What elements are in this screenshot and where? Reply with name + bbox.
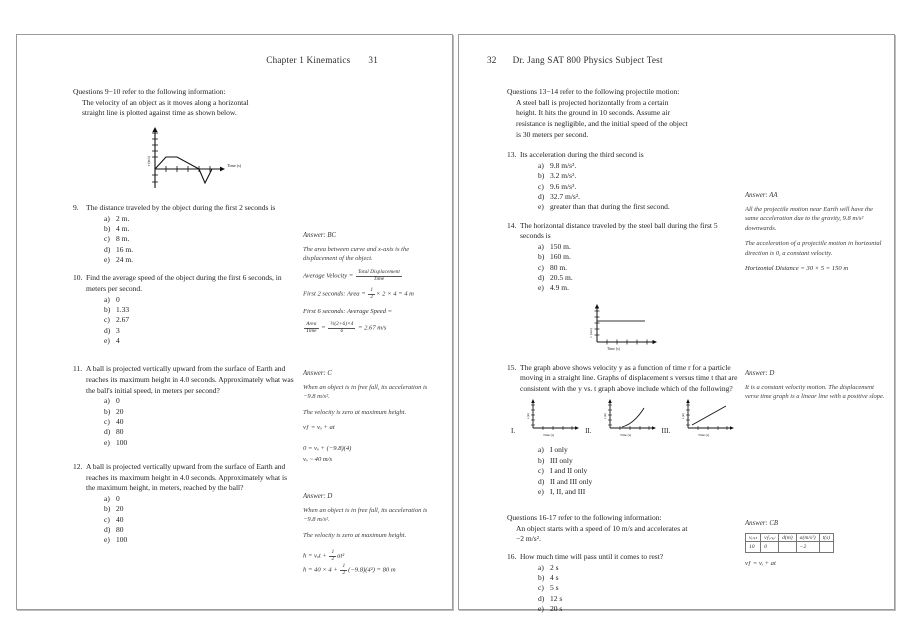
answer-block-16 — [745, 520, 885, 569]
stem-questions-9-10 — [73, 87, 295, 119]
answer-9-first2-seconds: First 2 seconds: Area = $\frac{1}{2}$ × 2 × 4 = 4 m — [303, 287, 414, 300]
choice[interactable] — [104, 255, 295, 265]
page-right — [458, 34, 895, 614]
table-cell-acceleration: −2 — [796, 542, 819, 552]
choice-value: 4 s — [550, 573, 559, 583]
answer-block-15 — [745, 370, 885, 402]
question-9-number: 9. — [73, 202, 79, 212]
question-11-choices — [73, 396, 295, 448]
question-16 — [507, 552, 739, 614]
option-label-III: III. — [661, 427, 671, 436]
answer-11-eq-1: vƒ = vₒ + at — [303, 424, 335, 432]
choice[interactable] — [104, 326, 295, 336]
question-12-text: A ball is projected vertically upward from the surface of Earth and reaches its maximum height in 4.0 seconds. Approximately what is the maximum height, in meters, reached by the ball? — [86, 461, 288, 493]
answer-15-heading: Answer: D — [745, 370, 775, 377]
running-head-folio: 31 — [368, 55, 378, 65]
choice-value: I and II only — [550, 466, 588, 476]
first2-tail: × 2 × 4 = 4 m — [376, 290, 414, 298]
choice-label: d) — [538, 476, 545, 486]
answer-12-note-2: The velocity is zero at maximum height. — [303, 531, 407, 539]
choice-label: e) — [538, 486, 544, 496]
choice-value: 80 m. — [550, 262, 568, 272]
stem-line-2: The velocity of an object as it moves along a horizontal — [82, 97, 249, 107]
choice-value: 24 m. — [116, 254, 134, 264]
question-10-text: Find the average speed of the object during the first 6 seconds, in meters per second. — [86, 273, 282, 293]
choice-value: 8 m. — [116, 234, 130, 244]
question-13-number: 13. — [507, 150, 517, 160]
choice[interactable] — [104, 224, 295, 234]
first6-lhs-den: Time — [306, 328, 317, 335]
table-cell-v-initial: 10 — [746, 542, 761, 552]
stem-lead: Questions 13−14 refer to the following projectile motion: — [507, 87, 680, 96]
question-12-choices — [73, 494, 295, 546]
answer-block-13-14 — [745, 192, 885, 274]
choice-value: 80 — [116, 524, 124, 534]
choice[interactable] — [538, 477, 739, 487]
right-question-column — [507, 87, 739, 622]
answer-11-eq-2: 0 = vₒ + (−9.8)(4) — [303, 444, 352, 452]
choice[interactable] — [538, 283, 739, 293]
first6-mid-num: ½(2+6)×4 — [330, 321, 354, 328]
choice[interactable] — [538, 594, 739, 604]
choice[interactable] — [538, 583, 739, 593]
table-header-time: t(s) — [819, 533, 833, 541]
first6-mid-den: 6 — [340, 328, 344, 335]
choice-label: e) — [104, 254, 110, 264]
choice[interactable] — [538, 445, 739, 455]
choice-value: 16 m. — [116, 244, 134, 254]
choice-value: 40 — [116, 416, 124, 426]
question-10-number: 10. — [73, 273, 83, 283]
choice-value: 20.5 m. — [550, 272, 573, 282]
figure-constant-velocity-graph — [507, 302, 739, 357]
svg-text:v (m/s): v (m/s) — [147, 155, 151, 167]
left-question-column — [73, 87, 295, 554]
stem-line-3: straight line is plotted against time as shown below. — [82, 108, 237, 118]
choice-value: 0 — [116, 493, 120, 503]
svg-text:Time (s): Time (s) — [607, 346, 620, 351]
choice-value: 20 s — [550, 604, 563, 614]
st-graph-I-svg — [517, 398, 583, 442]
choice[interactable] — [104, 438, 295, 448]
st-graph-III-svg — [672, 398, 738, 442]
choice-label: c) — [104, 514, 110, 524]
first6-result: = 2.67 m/s — [358, 324, 387, 332]
choice-label: c) — [104, 315, 110, 325]
choice-label: c) — [538, 466, 544, 476]
choice[interactable] — [104, 525, 295, 535]
question-13 — [507, 150, 739, 212]
choice-value: 20 — [116, 504, 124, 514]
stem-line-2: A steel ball is projected horizontally from a certain — [516, 97, 669, 107]
choice-value: 80 — [116, 427, 124, 437]
choice-label: a) — [538, 562, 544, 572]
choice-label: d) — [538, 191, 545, 201]
answer-15-note: It is a constant velocity motion. The displacement verse time graph is a linear line with a positive slope. — [745, 384, 885, 401]
choice-label: b) — [538, 171, 545, 181]
choice-label: e) — [538, 283, 544, 293]
choice[interactable] — [104, 427, 295, 437]
choice-label: d) — [104, 427, 111, 437]
choice-label: d) — [538, 593, 545, 603]
choice-label: b) — [104, 304, 111, 314]
choice[interactable] — [538, 252, 739, 262]
choice-value: 3 — [116, 325, 120, 335]
choice-label: e) — [104, 335, 110, 345]
choice[interactable] — [104, 245, 295, 255]
answer-11-note-1: When an object is in free fall, its acceleration is −9.8 m/s². — [303, 383, 428, 401]
choice-label: a) — [538, 445, 544, 455]
choice[interactable] — [538, 573, 739, 583]
svg-text:Time (s): Time (s) — [619, 433, 631, 438]
choice[interactable] — [538, 171, 739, 181]
choice[interactable] — [104, 295, 295, 305]
choice[interactable] — [104, 315, 295, 325]
page-left — [16, 34, 453, 610]
svg-text:Time (s): Time (s) — [543, 433, 555, 438]
choice[interactable] — [104, 336, 295, 346]
question-11-number: 11. — [73, 364, 83, 374]
choice-value: 2 s — [550, 562, 559, 572]
choice[interactable] — [538, 563, 739, 573]
choice[interactable] — [538, 161, 739, 171]
answer-12-eq2-tail: (−9.8)(4²) = 80 m — [348, 566, 396, 574]
stem-line-3: height. It hits the ground in 10 seconds. Assume air — [516, 108, 670, 118]
question-14-text: The horizontal distance traveled by the steel ball during the first 5 seconds is — [520, 220, 718, 241]
choice-label: a) — [104, 294, 110, 304]
choice[interactable] — [104, 234, 295, 244]
answer-16-equation: vƒ = vᵢ + at — [745, 559, 776, 567]
stem2-line-3: −2 m/s². — [516, 534, 541, 544]
choice-label: a) — [104, 396, 110, 406]
answer-13-14-heading: Answer: AA — [745, 192, 778, 199]
choice-label: b) — [104, 504, 111, 514]
answer-block-9-10 — [303, 232, 437, 335]
table-header-distance: d(m) — [779, 533, 797, 541]
answer-12-eq1-lhs: h = vₒt + — [303, 552, 329, 560]
question-16-number: 16. — [507, 552, 517, 562]
figure-velocity-time-graph — [73, 126, 295, 197]
choice[interactable] — [104, 504, 295, 514]
question-11 — [73, 364, 295, 448]
choice-value: 9.6 m/s². — [550, 181, 577, 191]
kinematics-variable-table — [745, 533, 834, 553]
choice[interactable] — [104, 535, 295, 545]
svg-text:Time (s): Time (s) — [698, 433, 710, 438]
question-15-choices — [507, 445, 739, 497]
stem-questions-16-17 — [507, 513, 739, 545]
choice-value: 150 m. — [550, 241, 571, 251]
answer-12-eq2-lhs: h = 40 × 4 + — [303, 566, 340, 574]
answer-12-eq-2: h = 40 × 4 + $\frac{1}{2}$ (−9.8)(4²) = 80 m — [303, 563, 396, 576]
question-15 — [507, 363, 739, 498]
choice-value: 40 — [116, 514, 124, 524]
option-label-I: I. — [511, 427, 516, 436]
question-10 — [73, 273, 295, 346]
constant-velocity-svg — [563, 302, 683, 352]
running-head-right — [477, 55, 876, 71]
question-14 — [507, 221, 739, 294]
running-head-book-title: Dr. Jang SAT 800 Physics Subject Test — [512, 55, 663, 65]
choice-label: d) — [104, 244, 111, 254]
choice[interactable] — [538, 192, 739, 202]
choice-label: a) — [538, 160, 544, 170]
answer-13-14-note-1: All the projectile motion near Earth will have the same acceleration due to the gravity, 9.8 m/s² downwards. — [745, 206, 873, 232]
table-header-v-final: vƒᵢₙₐₗ — [761, 533, 779, 541]
svg-text:s (m): s (m) — [602, 413, 607, 420]
choice-label: c) — [538, 262, 544, 272]
table-cell-time — [819, 542, 833, 552]
choice[interactable] — [538, 487, 739, 497]
choice[interactable] — [538, 202, 739, 212]
answer-9-10-avg-velocity-formula — [303, 270, 437, 282]
answer-12-heading: Answer: D — [303, 492, 333, 500]
stem2-lead: Questions 16-17 refer to the following information: — [507, 513, 662, 523]
choice-value: 12 s — [550, 593, 563, 603]
choice-value: I only — [550, 445, 568, 455]
table-cell-distance — [779, 542, 797, 552]
page-right-content — [459, 35, 894, 614]
choice-label: c) — [538, 583, 544, 593]
question-14-choices — [507, 242, 739, 294]
avg-velocity-numerator: Total Displacement — [357, 268, 400, 275]
answer-10-first6-heading: First 6 seconds: Average Speed = — [303, 307, 393, 315]
choice-value: 3.2 m/s². — [550, 171, 577, 181]
choice[interactable] — [104, 494, 295, 504]
option-label-II: II. — [585, 427, 592, 436]
choice-label: d) — [538, 272, 545, 282]
question-12-number: 12. — [73, 461, 83, 471]
choice-value: 0 — [116, 294, 120, 304]
answer-11-heading: Answer: C — [303, 369, 332, 377]
first6-lhs-num: Area — [304, 322, 319, 329]
question-9-text: The distance traveled by the object during the first 2 seconds is — [86, 202, 276, 212]
running-head-folio: 32 — [487, 55, 497, 65]
page-left-content — [17, 35, 452, 609]
question-10-choices — [73, 295, 295, 347]
avg-velocity-lhs: Average Velocity = — [303, 272, 355, 280]
answer-10-first6-calculation: $\frac{\text{Area}}{\text{Time}}$ = $\frac{\text{½(2+6)×4}}{6}$ = 2.67 m/s — [306, 321, 387, 335]
choice[interactable] — [538, 466, 739, 476]
choice-label: e) — [104, 437, 110, 447]
choice-value: 4.9 m. — [550, 283, 569, 293]
choice-value: 32.7 m/s². — [550, 191, 580, 201]
choice-label: d) — [104, 325, 111, 335]
choice[interactable] — [104, 515, 295, 525]
choice-value: 100 — [116, 535, 128, 545]
choice-value: 5 s — [550, 583, 559, 593]
choice-label: a) — [104, 213, 110, 223]
question-15-text: The graph above shows velocity y as a function of time r for a particle moving in a straight line. Graphs of displacement s versus time t that are consistent with the y vs. t graph above include which of the following? — [520, 362, 738, 393]
choice-value: I, II, and III — [550, 486, 586, 496]
answer-14-horizontal-distance: Horizontal Distance = 30 × 5 = 150 m — [745, 265, 849, 273]
choice-value: greater than that during the first second. — [550, 202, 670, 212]
answer-12-note-1: When an object is in free fall, its acceleration is −9.8 m/s². — [303, 506, 428, 524]
choice-value: 4 — [116, 335, 120, 345]
svg-text:Time (s): Time (s) — [227, 162, 242, 168]
answer-9-10-heading: Answer: BC — [303, 232, 337, 239]
choice-label: b) — [104, 406, 111, 416]
table-header-acceleration: a(m/s²) — [796, 533, 819, 541]
table-row — [746, 542, 834, 552]
choice[interactable] — [538, 242, 739, 252]
choice-label: e) — [538, 202, 544, 212]
choice-value: 100 — [116, 437, 128, 447]
choice[interactable] — [538, 273, 739, 283]
question-13-text: Its acceleration during the third second is — [520, 150, 644, 160]
table-header-v-initial: vᵢₙᵢₜ — [746, 533, 761, 541]
answer-block-12 — [303, 493, 437, 577]
right-answer-column — [745, 87, 885, 574]
stem-line-5: is 30 meters per second. — [516, 129, 589, 139]
question-14-number: 14. — [507, 220, 517, 230]
choice[interactable] — [104, 407, 295, 417]
question-15-number: 15. — [507, 362, 517, 372]
answer-16-heading: Answer: CB — [745, 519, 779, 527]
choice[interactable] — [538, 604, 739, 614]
choice[interactable] — [538, 456, 739, 466]
answer-12-eq1-tail: at² — [337, 552, 345, 560]
answer-11-eq-3: vₒ ~ 40 m/s — [303, 455, 333, 463]
choice-label: c) — [104, 234, 110, 244]
choice-value: 20 — [116, 406, 124, 416]
choice-value: 0 — [116, 396, 120, 406]
choice-label: e) — [538, 604, 544, 614]
choice-value: II and III only — [550, 476, 593, 486]
answer-block-11 — [303, 370, 437, 465]
choice-label: a) — [104, 493, 110, 503]
choice[interactable] — [104, 214, 295, 224]
running-head-left — [35, 55, 434, 71]
question-9-choices — [73, 214, 295, 266]
stem2-line-2: An object starts with a speed of 10 m/s and accelerates at — [516, 523, 688, 533]
choice[interactable] — [104, 305, 295, 315]
choice-value: 9.8 m/s². — [550, 160, 577, 170]
answer-12-eq-1: h = vₒt + $\frac{1}{2}$ at² — [303, 548, 345, 562]
svg-text:v (m/s): v (m/s) — [589, 327, 593, 338]
choice[interactable] — [104, 396, 295, 406]
velocity-time-svg — [119, 126, 249, 192]
stem-line-4: resistance is negligible, and the initial speed of the object — [516, 118, 688, 128]
choice-value: III only — [550, 455, 573, 465]
choice-value: 160 m. — [550, 252, 571, 262]
question-9 — [73, 203, 295, 265]
choice-label: c) — [104, 416, 110, 426]
choice-label: a) — [538, 241, 544, 251]
choice-label: b) — [538, 252, 545, 262]
choice[interactable] — [104, 417, 295, 427]
running-head-chapter: Chapter 1 Kinematics — [266, 55, 351, 65]
st-graph-II-svg — [594, 398, 660, 442]
choice[interactable] — [538, 182, 739, 192]
choice-value: 1.33 — [116, 304, 130, 314]
svg-text:s (m): s (m) — [681, 413, 686, 420]
question-13-choices — [507, 161, 739, 213]
choice-label: d) — [104, 524, 111, 534]
choice-label: b) — [538, 455, 545, 465]
choice-label: e) — [104, 535, 110, 545]
choice-value: 2 m. — [116, 213, 130, 223]
left-answer-column — [303, 87, 437, 583]
table-row-headers — [746, 533, 834, 541]
answer-9-10-note: The area between curve and x-axis is the displacement of the object. — [303, 246, 410, 263]
stem-questions-13-14 — [507, 87, 739, 140]
choice[interactable] — [538, 263, 739, 273]
choice-value: 2.67 — [116, 315, 130, 325]
question-16-choices — [507, 563, 739, 615]
question-11-text: A ball is projected vertically upward from the surface of Earth and reaches its maximum height in 4.0 seconds. Approximately what was the ball's initial speed, in meters per second? — [86, 364, 294, 395]
choice-label: b) — [104, 223, 111, 233]
choice-value: 4 m. — [116, 223, 130, 233]
question-16-text: How much time will pass until it comes to rest? — [520, 552, 664, 562]
choice-label: c) — [538, 181, 544, 191]
avg-velocity-denominator: Time — [373, 275, 385, 282]
svg-text:s (m): s (m) — [526, 413, 531, 420]
figure-row-st-graphs — [511, 398, 739, 442]
first2-lhs: First 2 seconds: Area = — [303, 290, 368, 298]
answer-11-note-2: The velocity is zero at maximum height. — [303, 408, 407, 416]
answer-13-14-note-2: The acceleration of a projectile motion in horizontal direction is 0, a constant velocity. — [745, 240, 882, 257]
choice-label: b) — [538, 573, 545, 583]
table-cell-v-final: 0 — [761, 542, 779, 552]
stem-lead: Questions 9−10 refer to the following information: — [73, 87, 226, 96]
question-12 — [73, 462, 295, 546]
